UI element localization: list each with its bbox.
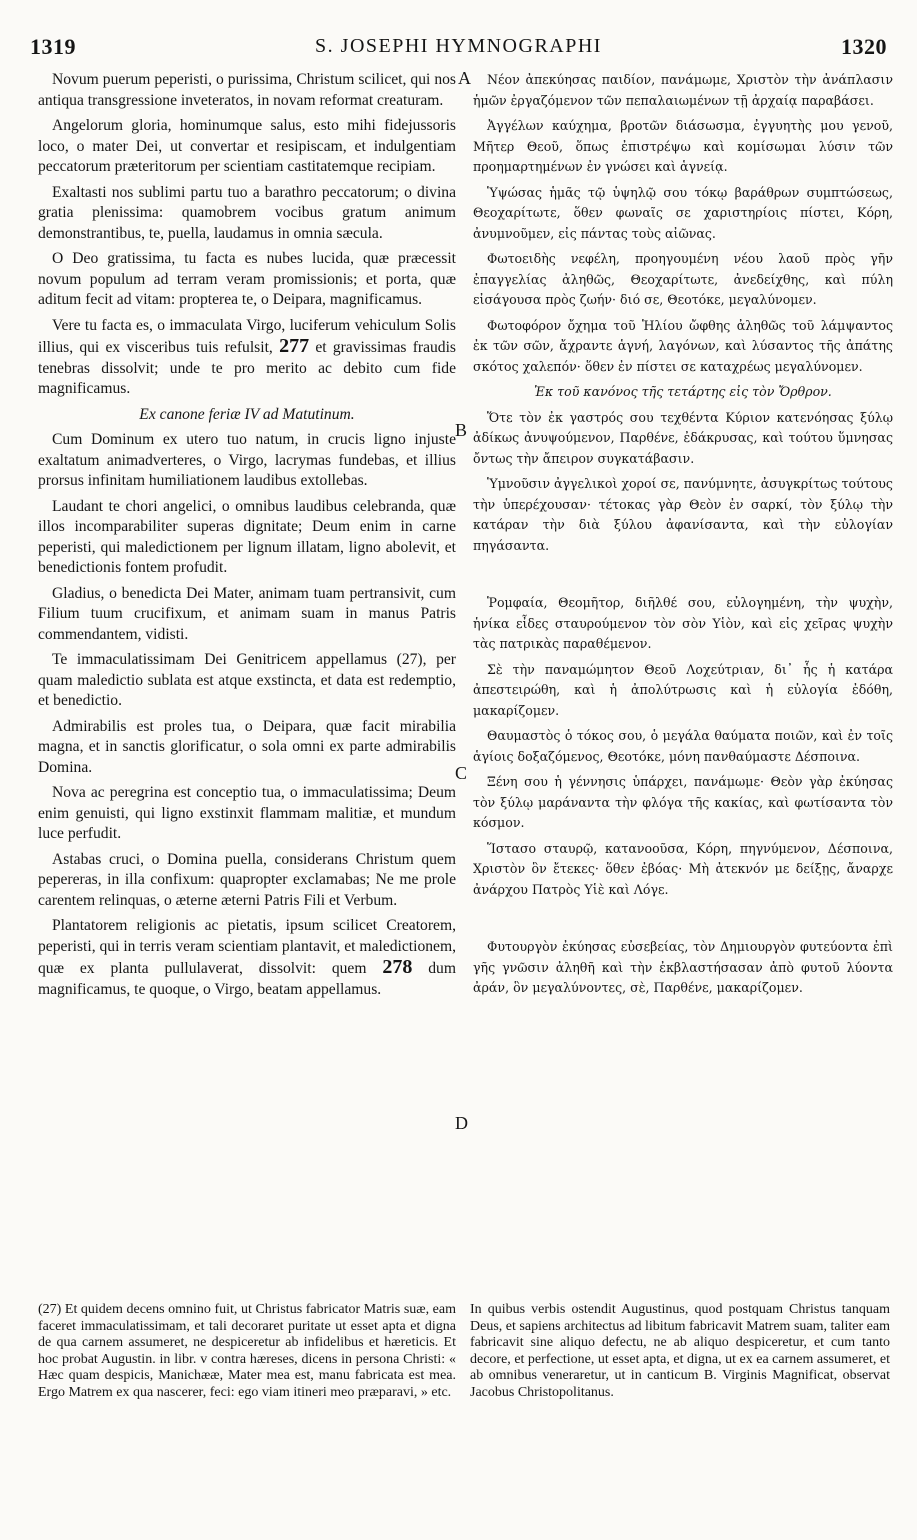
latin-text: Vere tu facta es, o immaculata Virgo, luciferum vehiculum Solis illius, qui ex visceribus tuis refulsit, (38, 316, 456, 356)
footnote-text: In quibus verbis ostendit Augustinus, quod postquam Christus tanquam Deus, et sapiens architectus ad libitum fabricavit Matrem suam, taliter eam fabricavit sine aliquo defectu, ne ab aliquo despiceretur, et cum tanto decore, et perfectione, ut esset apta, et digna, ut ex ea carnem assumeret, et ab omnibus veneraretur, ut in canticum B. Virginis Magnificat, observat Jacobus Christopolitanus. (470, 1302, 890, 1400)
column-spacer (473, 905, 893, 937)
latin-paragraph (38, 916, 456, 1000)
greek-column (473, 70, 893, 1004)
greek-paragraph: Φυτουργὸν ἐκύησας εὐσεβείας, τὸν Δημιουργὸν φυτεύοντα ἐπὶ γῆς γνῶσιν ἀληθῆ καὶ τὴν ἐκβλαστήσασαν ἀπὸ φυτοῦ λύοντα ἀράν, ὃν μεγαλύνοντες, σὲ, Παρθένε, μακαρίζομεν. (473, 939, 893, 995)
latin-column (38, 70, 456, 1005)
greek-section-heading: Ἐκ τοῦ κανόνος τῆς τετάρτης εἰς τὸν Ὄρθρον. (534, 384, 832, 399)
greek-paragraph: Φωτοφόρον ὄχημα τοῦ Ἡλίου ὤφθης ἀληθῶς τοῦ λάμψαντος ἐκ τῶν σῶν, ἄχραντε ἁγνή, λαγόνων, καὶ λύσαντος τῆς ἀπάτης σκότος χαλεπόν· ὅθεν ἐν πίστει σε καταχρέως μεγαλύνομεν. (473, 317, 893, 374)
latin-section-heading: Ex canone feriæ IV ad Matutinum. (139, 405, 355, 423)
greek-paragraph: Ἵστασο σταυρῷ, κατανοοῦσα, Κόρη, πηγνύμενον, Δέσποινα, Χριστὸν ὃν ἔτεκες· ὅθεν ἐβόας· Μὴ ἀτεκνόν με δείξῃς, ἄναρχε ἀνάρχου Πατρὸς Υἱὲ καὶ Λόγε. (473, 840, 893, 897)
latin-paragraph: Novum puerum peperisti, o purissima, Christum scilicet, qui nos antiqua transgressione inveteratos, in novam reformat creaturam. (38, 71, 456, 109)
margin-marker-d: D (455, 1113, 468, 1133)
latin-paragraph: Astabas cruci, o Domina puella, considerans Christum quem pepereras, in illa confixum: quapropter exclamabas; Ne me prole carentem relinquas, o æterne æterni Patris Fili et Verbum. (38, 850, 456, 909)
greek-paragraph: Ὅτε τὸν ἐκ γαστρός σου τεχθέντα Κύριον κατενόησας ξύλῳ ἀδίκως ἀνυψούμενον, Παρθένε, ἐδάκρυσας, καὶ τούτου ὕμνησας ὄντως τὴν ἄπειρον συγκατάβασιν. (473, 409, 893, 466)
latin-paragraph: Admirabilis est proles tua, o Deipara, quæ facit mirabilia magna, et in sanctis glorificatur, o sola omni ex parte admirabilis Domina. (38, 717, 456, 776)
margin-marker-c: C (455, 763, 468, 783)
column-number-278: 278 (382, 956, 413, 978)
footnote-text: (27) Et quidem decens omnino fuit, ut Christus fabricator Matris suæ, eam faceret immaculatissimam, et tali decoraret puritate ut esset apta et digna de qua carnem assumeret, ne despiceretur ab infidelibus et hæreticis. Et hoc probat Augustin. in libr. v contra hæreses, dicens in persona Christi: « Hæc quam despicis, Manichææ, Mater mea est, manu fabricata est mea. Ergo Matrem ex qua nascerer, feci: ego viam itineri meo præparavi, » etc. (38, 1302, 456, 1400)
margin-marker-a: A (458, 68, 471, 88)
greek-paragraph: Φωτοειδὴς νεφέλη, προηγουμένη νέου λαοῦ πρὸς γῆν ἐπαγγελίας ἀληθῶς, Θεοχαρίτωτε, ἀνεδείχθης, καὶ πύλη εἰσάγουσα πρὸς ζωήν· διό σε, Θεοτόκε, μεγαλύνομεν. (473, 251, 893, 307)
latin-paragraph: Angelorum gloria, hominumque salus, esto mihi fidejussoris loco, o mater Dei, ut convertar et resipiscam, et indulgentiam peccatorum præteritorum per scientiam castitatemque recipiam. (38, 117, 456, 175)
greek-paragraph: Ῥομφαία, Θεομῆτορ, διῆλθέ σου, εὐλογημένη, τὴν ψυχὴν, ἡνίκα εἶδες σταυρούμενον τὸν σὸν Υἱὸν, καὶ εἰς χεῖρας ψυχὴν τὰς πατρικὰς παραθέμενον. (473, 595, 893, 651)
latin-paragraph: O Deo gratissima, tu facta es nubes lucida, quæ præcessit novum populum ad terram veram promissionis; et porta, quæ aditum fecit ad vitam: propterea te, o Deipara, magnificamus. (38, 250, 456, 308)
latin-text: dum magnificamus, te quoque, o Virgo, beatam appellamus. (38, 960, 456, 998)
greek-paragraph: Ξένη σου ἡ γέννησις ὑπάρχει, πανάμωμε· Θεὸν γὰρ ἐκύησας τὸν ξύλῳ μαράναντα τὴν φλόγα τῆς κακίας, καὶ φωτίσαντα τὸν κόσμον. (473, 774, 893, 830)
page-number-right: 1320 (841, 34, 887, 59)
greek-paragraph: Ἀγγέλων καύχημα, βροτῶν διάσωσμα, ἐγγυητὴς μου γενοῦ, Μῆτερ Θεοῦ, ὅπως ἐπιστρέψω καὶ κομίσωμαι λύσιν τῶν προημαρτημένων ἐν γνώσει καὶ ἁγνείᾳ. (473, 118, 893, 174)
footnote-left (38, 1302, 456, 1402)
running-title: S. JOSEPHI HYMNOGRAPHI (315, 35, 602, 57)
latin-text: Plantatorem religionis ac pietatis, ipsum scilicet Creatorem, peperisti, qui in terris veram scientiam plantavit, et maledictionem, quæ ex planta pullulaverat, dissolvit: quem (38, 917, 456, 977)
footnote-right (470, 1302, 890, 1402)
latin-paragraph: Gladius, o benedicta Dei Mater, animam tuam pertransivit, cum Filium tuum crucifixum, et animam suam in manus Patris commendantem, vidisti. (38, 584, 456, 643)
greek-paragraph: Νέον ἀπεκύησας παιδίον, πανάμωμε, Χριστὸν τὴν ἀνάπλασιν ἡμῶν ἐργαζόμενον τῶν πεπαλαιωμένων τῇ ἀρχαίᾳ παραβάσει. (473, 72, 893, 108)
greek-paragraph: Ὑμνοῦσιν ἀγγελικοὶ χοροί σε, πανύμνητε, ἀσυγκρίτως τούτους τὴν ὑπερέχουσαν· τέτοκας γὰρ Θεὸν ἐν σαρκί, τὸν ξύλῳ τὴν κατάραν τὴν διὰ ξύλου ἀφανίσαντα, καὶ τὴν εὐλογίαν πηγάσαντα. (473, 476, 893, 553)
column-number-277: 277 (279, 335, 310, 357)
latin-text: et gravissimas fraudis tenebras dissolvit; unde te pro merito ac debito cum fide magnificamus. (38, 339, 456, 397)
column-spacer (473, 561, 893, 593)
latin-paragraph: Nova ac peregrina est conceptio tua, o immaculatissima; Deum enim genuisti, qui ligno exstinxit flammam malitiæ, et mundum luce perfudit. (38, 784, 456, 842)
margin-marker-b: B (455, 420, 468, 440)
greek-paragraph: Θαυμαστὸς ὁ τόκος σου, ὁ μεγάλα θαύματα ποιῶν, καὶ ἐν τοῖς ἁγίοις δοξαζόμενος, Θεοτόκε, μόνη πανθαύμαστε Δέσποινα. (473, 728, 893, 764)
latin-paragraph (38, 316, 456, 400)
latin-paragraph: Exaltasti nos sublimi partu tuo a barathro peccatorum; o divina gratia plenissima: quamobrem vocibus gratum animum demonstrantibus, te, puella, laudamus in omnia sæcula. (38, 183, 456, 242)
latin-paragraph: Cum Dominum ex utero tuo natum, in crucis ligno injuste exaltatum animadverteres, o Virgo, lacrymas fundebas, et illius prorsus infinitam humiliationem laudibus extollebas. (38, 431, 456, 489)
latin-paragraph: Te immaculatissimam Dei Genitricem appellamus (27), per quam maledictio sublata est atque exstincta, et data est redemptio, et benedictio. (38, 651, 456, 709)
page-header (30, 34, 887, 68)
latin-paragraph: Laudant te chori angelici, o omnibus laudibus celebranda, quæ illos incomparabiliter superas dignitate; Deum enim in carne peperisti, qui maledictionem per lignum illatam, ligno abolevit, et benedictionis fontem profudit. (38, 497, 456, 576)
page-number-left: 1319 (30, 34, 76, 59)
greek-paragraph: Ὑψώσας ἡμᾶς τῷ ὑψηλῷ σου τόκῳ βαράθρων συμπτώσεως, Θεοχαρίτωτε, ὅθεν φωναῖς σε χαριστηρίοις πίστει, Κόρη, ἀνυμνοῦμεν, εἰς πάντας τοὺς αἰῶνας. (473, 184, 893, 241)
greek-paragraph: Σὲ τὴν παναμώμητον Θεοῦ Λοχεύτριαν, δι᾽ ἧς ἡ κατάρα ἀπεστειρώθη, καὶ ἡ ἀπολύτρωσις καὶ ἡ εὐλογία ἐδόθη, μακαρίζομεν. (473, 661, 893, 718)
